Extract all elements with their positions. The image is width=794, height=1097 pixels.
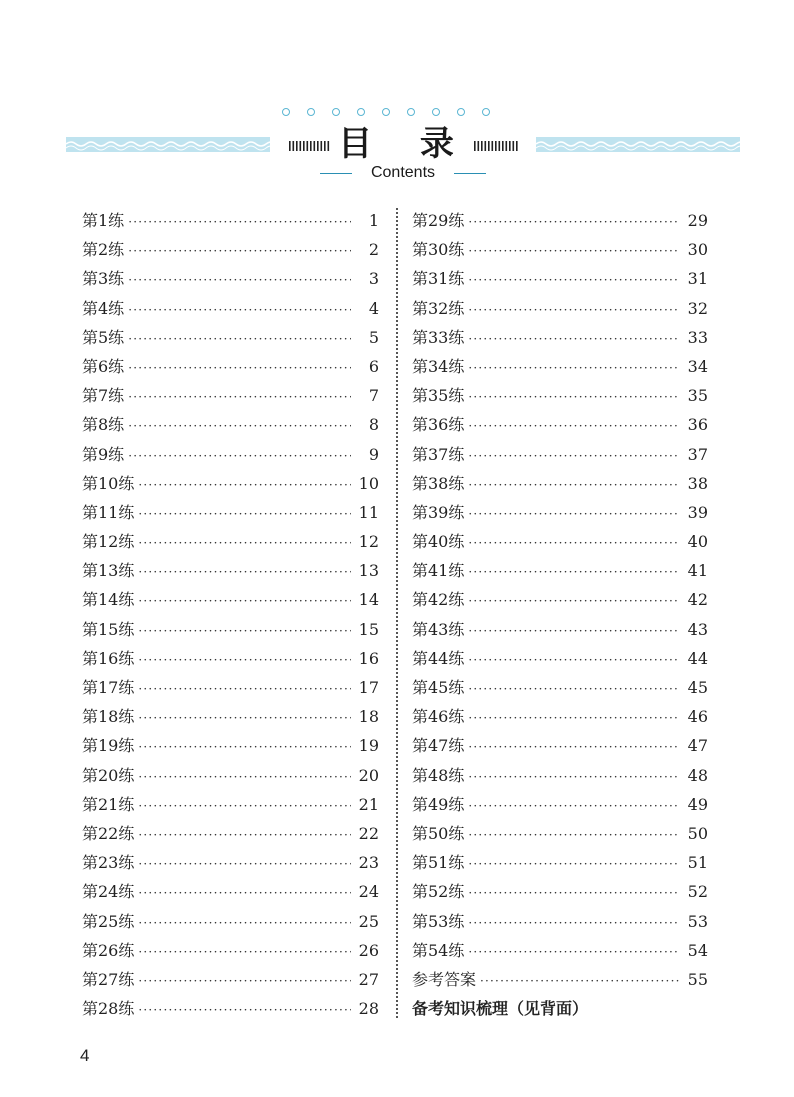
toc-entry-label: 第22练 xyxy=(82,823,135,843)
toc-entry-label: 第13练 xyxy=(82,561,135,581)
toc-entry[interactable] xyxy=(412,673,708,702)
toc-entry-label: 第15练 xyxy=(82,619,135,639)
toc-entry[interactable] xyxy=(412,994,708,1023)
toc-entry-page: 21 xyxy=(358,794,379,814)
circle-icon xyxy=(357,108,365,116)
wave-band-right xyxy=(536,137,740,152)
dot-leader xyxy=(128,208,351,237)
toc-entry-page: 36 xyxy=(687,415,708,435)
dot-leader xyxy=(468,354,680,383)
dot-leader xyxy=(138,587,351,616)
toc-entry-label: 第50练 xyxy=(412,823,465,843)
toc-entry-label: 第19练 xyxy=(82,736,135,756)
toc-entry-label: 第24练 xyxy=(82,882,135,902)
toc-entry-label: 备考知识梳理（见背面） xyxy=(412,999,589,1019)
toc-entry-label: 第11练 xyxy=(82,502,135,522)
dot-leader xyxy=(128,442,351,471)
dot-leader xyxy=(138,529,351,558)
toc-column-right xyxy=(412,206,708,1023)
toc-entry-page: 52 xyxy=(687,882,708,902)
toc-entry-label: 第26练 xyxy=(82,940,135,960)
toc-entry[interactable] xyxy=(82,615,379,644)
toc-entry-label: 第9练 xyxy=(82,444,125,464)
dot-leader xyxy=(468,471,680,500)
toc-entry-label: 第48练 xyxy=(412,765,465,785)
circle-icon xyxy=(282,108,290,116)
toc-entry-label: 第31练 xyxy=(412,269,465,289)
dot-leader xyxy=(138,733,351,762)
toc-entry-page: 6 xyxy=(368,356,379,376)
decorative-dots xyxy=(282,108,490,116)
dot-leader xyxy=(468,704,680,733)
toc-entry-page: 39 xyxy=(687,502,708,522)
toc-entry-label: 第7练 xyxy=(82,386,125,406)
toc-entry-label: 第47练 xyxy=(412,736,465,756)
toc-entry[interactable] xyxy=(412,790,708,819)
toc-entry-label: 第23练 xyxy=(82,853,135,873)
toc-entry-page: 3 xyxy=(368,269,379,289)
toc-entry-label: 第4练 xyxy=(82,298,125,318)
toc-entry-page: 46 xyxy=(687,707,708,727)
toc-entry[interactable] xyxy=(82,235,379,264)
toc-entry-page: 8 xyxy=(368,415,379,435)
toc-entry[interactable] xyxy=(412,702,708,731)
dot-leader xyxy=(468,208,680,237)
toc-entry-page: 23 xyxy=(358,853,379,873)
toc-entry[interactable] xyxy=(412,440,708,469)
toc-entry-label: 第38练 xyxy=(412,473,465,493)
toc-entry-label: 第44练 xyxy=(412,648,465,668)
toc-entry[interactable] xyxy=(412,936,708,965)
toc-entry[interactable] xyxy=(82,264,379,293)
dot-leader xyxy=(138,763,351,792)
toc-entry[interactable] xyxy=(412,498,708,527)
toc-entry[interactable] xyxy=(82,527,379,556)
toc-entry[interactable] xyxy=(82,498,379,527)
dot-leader xyxy=(138,792,351,821)
toc-entry[interactable] xyxy=(412,644,708,673)
toc-entry-page: 18 xyxy=(358,707,379,727)
toc-entry-page: 20 xyxy=(358,765,379,785)
toc-entry-label: 第45练 xyxy=(412,678,465,697)
toc-entry-page: 1 xyxy=(368,211,379,230)
toc-entry-label: 第35练 xyxy=(412,386,465,406)
toc-entry-page: 49 xyxy=(687,794,708,814)
dot-leader xyxy=(468,558,680,587)
dot-leader xyxy=(128,296,351,325)
toc-entry-label: 第39练 xyxy=(412,502,465,522)
toc-entry-page: 55 xyxy=(687,969,708,989)
dot-leader xyxy=(128,325,351,354)
toc-entry-label: 第28练 xyxy=(82,999,135,1019)
toc-entry-page: 27 xyxy=(358,969,379,989)
toc-entry-label: 第12练 xyxy=(82,532,135,552)
dot-leader xyxy=(138,558,351,587)
toc-entry-page: 54 xyxy=(687,940,708,960)
dot-leader xyxy=(468,763,680,792)
dot-leader xyxy=(468,325,680,354)
toc-entry-label: 第16练 xyxy=(82,648,135,668)
toc-entry-label: 第37练 xyxy=(412,444,465,464)
dot-leader xyxy=(468,266,680,295)
toc-entry[interactable] xyxy=(82,294,379,323)
dot-leader xyxy=(468,675,680,704)
toc-entry-page: 15 xyxy=(358,619,379,639)
page-title: 目 录 xyxy=(338,124,472,164)
toc-entry[interactable] xyxy=(412,235,708,264)
toc-entry[interactable] xyxy=(412,323,708,352)
toc-entry[interactable] xyxy=(412,761,708,790)
toc-entry-page: 11 xyxy=(358,502,379,522)
dot-leader xyxy=(468,587,680,616)
dot-leader xyxy=(138,909,351,938)
toc-entry[interactable] xyxy=(82,323,379,352)
page-number: 4 xyxy=(80,1046,90,1065)
dot-leader xyxy=(468,412,680,441)
toc-entry-label: 第53练 xyxy=(412,911,465,931)
circle-icon xyxy=(432,108,440,116)
dot-leader xyxy=(128,383,351,412)
toc-entry-page: 45 xyxy=(687,678,708,697)
toc-entry[interactable] xyxy=(82,440,379,469)
toc-entry-page: 32 xyxy=(687,298,708,318)
toc-entry[interactable] xyxy=(412,615,708,644)
dot-leader xyxy=(138,879,351,908)
toc-entry-page: 37 xyxy=(687,444,708,464)
toc-entry[interactable] xyxy=(82,819,379,848)
toc-entry[interactable] xyxy=(412,352,708,381)
dot-leader xyxy=(138,500,351,529)
toc-entry[interactable] xyxy=(82,907,379,936)
toc-entry-label: 第36练 xyxy=(412,415,465,435)
wave-band-left xyxy=(66,137,270,152)
toc-entry-label: 第54练 xyxy=(412,940,465,960)
toc-entry-page: 30 xyxy=(687,240,708,260)
toc-entry-label: 第34练 xyxy=(412,356,465,376)
toc-entry[interactable] xyxy=(412,907,708,936)
toc-entry-page: 53 xyxy=(687,911,708,931)
dot-leader xyxy=(468,646,680,675)
dot-leader xyxy=(468,938,680,967)
column-divider xyxy=(396,208,398,1018)
toc-entry[interactable] xyxy=(412,848,708,877)
toc-entry[interactable] xyxy=(82,965,379,994)
dot-leader xyxy=(138,850,351,879)
toc-entry-page: 9 xyxy=(368,444,379,464)
toc-entry-label: 第20练 xyxy=(82,765,135,785)
dot-leader xyxy=(138,967,351,996)
dot-leader xyxy=(468,442,680,471)
circle-icon xyxy=(307,108,315,116)
dot-leader xyxy=(468,909,680,938)
dot-leader xyxy=(138,996,351,1025)
toc-entry[interactable] xyxy=(82,352,379,381)
dot-leader xyxy=(468,879,680,908)
toc-entry[interactable] xyxy=(412,206,708,235)
toc-entry-page: 25 xyxy=(358,911,379,931)
toc-entry-label: 第51练 xyxy=(412,853,465,873)
dot-leader xyxy=(468,237,680,266)
toc-entry-label: 第41练 xyxy=(412,561,465,581)
toc-entry[interactable] xyxy=(412,877,708,906)
toc-entry[interactable] xyxy=(82,206,379,235)
page-subtitle: Contents xyxy=(370,164,436,181)
dot-leader xyxy=(468,733,680,762)
dot-leader xyxy=(128,412,351,441)
toc-entry[interactable] xyxy=(82,702,379,731)
toc-column-left xyxy=(82,206,379,1023)
toc-entry-page: 17 xyxy=(358,678,379,697)
toc-entry[interactable] xyxy=(82,731,379,760)
divider xyxy=(320,173,352,174)
toc-entry-label: 第40练 xyxy=(412,532,465,552)
toc-entry-page: 47 xyxy=(687,736,708,756)
toc-entry-label: 第52练 xyxy=(412,882,465,902)
dot-leader xyxy=(138,938,351,967)
toc-entry-page: 5 xyxy=(368,327,379,347)
toc-entry[interactable] xyxy=(412,556,708,585)
toc-entry[interactable] xyxy=(412,264,708,293)
dot-leader xyxy=(138,617,351,646)
toc-entry-page: 50 xyxy=(687,823,708,843)
dot-leader xyxy=(128,354,351,383)
toc-entry-page: 31 xyxy=(687,269,708,289)
toc-entry-page: 19 xyxy=(358,736,379,756)
toc-entry-page: 41 xyxy=(687,561,708,581)
toc-entry-label: 第30练 xyxy=(412,240,465,260)
toc-entry[interactable] xyxy=(412,469,708,498)
dot-leader xyxy=(468,617,680,646)
toc-entry-page: 24 xyxy=(358,882,379,902)
toc-entry[interactable] xyxy=(82,790,379,819)
toc-entry-label: 第33练 xyxy=(412,327,465,347)
circle-icon xyxy=(457,108,465,116)
circle-icon xyxy=(382,108,390,116)
toc-entry-label: 参考答案 xyxy=(412,969,477,989)
dot-leader xyxy=(138,646,351,675)
toc-entry-page: 35 xyxy=(687,386,708,406)
toc-entry[interactable] xyxy=(82,644,379,673)
dot-leader xyxy=(138,704,351,733)
toc-entry-label: 第3练 xyxy=(82,269,125,289)
toc-entry-page: 13 xyxy=(358,561,379,581)
toc-entry-page: 29 xyxy=(687,211,708,230)
toc-entry-label: 第8练 xyxy=(82,415,125,435)
circle-icon xyxy=(482,108,490,116)
divider xyxy=(454,173,486,174)
toc-entry-page: 33 xyxy=(687,327,708,347)
toc-entry-label: 第43练 xyxy=(412,619,465,639)
toc-entry-page: 38 xyxy=(687,473,708,493)
toc-entry[interactable] xyxy=(82,381,379,410)
toc-entry[interactable] xyxy=(82,848,379,877)
toc-entry[interactable] xyxy=(82,673,379,702)
dot-leader xyxy=(468,500,680,529)
dot-leader xyxy=(138,821,351,850)
toc-entry-page: 7 xyxy=(368,386,379,406)
toc-entry-label: 第49练 xyxy=(412,794,465,814)
toc-entry[interactable] xyxy=(82,410,379,439)
toc-entry[interactable] xyxy=(412,965,708,994)
toc-entry-label: 第1练 xyxy=(82,211,125,230)
toc-entry-label: 第25练 xyxy=(82,911,135,931)
dot-leader xyxy=(468,792,680,821)
toc-entry-label: 第2练 xyxy=(82,240,125,260)
dot-leader xyxy=(128,266,351,295)
toc-entry-page: 16 xyxy=(358,648,379,668)
toc-entry-label: 第46练 xyxy=(412,707,465,727)
dot-leader xyxy=(468,296,680,325)
subtitle-group xyxy=(320,163,486,185)
toc-entry-label: 第5练 xyxy=(82,327,125,347)
toc-entry-page: 48 xyxy=(687,765,708,785)
toc-entry[interactable] xyxy=(412,294,708,323)
toc-entry-page: 40 xyxy=(687,532,708,552)
toc-entry-page: 26 xyxy=(358,940,379,960)
circle-icon xyxy=(332,108,340,116)
dot-leader xyxy=(468,529,680,558)
toc-entry-label: 第6练 xyxy=(82,356,125,376)
dot-leader xyxy=(138,675,351,704)
dot-leader xyxy=(468,821,680,850)
toc-entry-page: 34 xyxy=(687,356,708,376)
toc-entry-label: 第29练 xyxy=(412,211,465,230)
toc-entry[interactable] xyxy=(82,469,379,498)
toc-entry-page: 12 xyxy=(358,532,379,552)
toc-entry-page: 44 xyxy=(687,648,708,668)
circle-icon xyxy=(407,108,415,116)
toc-entry-page: 43 xyxy=(687,619,708,639)
dot-leader xyxy=(468,850,680,879)
toc-entry[interactable] xyxy=(82,936,379,965)
dot-leader xyxy=(468,383,680,412)
toc-entry[interactable] xyxy=(82,585,379,614)
toc-entry-label: 第21练 xyxy=(82,794,135,814)
dot-leader xyxy=(138,471,351,500)
toc-entry-label: 第18练 xyxy=(82,707,135,727)
toc-entry-page: 28 xyxy=(358,999,379,1019)
toc-entry-label: 第32练 xyxy=(412,298,465,318)
dot-leader xyxy=(480,967,680,996)
toc-entry[interactable] xyxy=(412,731,708,760)
toc-entry-page: 42 xyxy=(687,590,708,610)
toc-entry[interactable] xyxy=(412,410,708,439)
toc-entry[interactable] xyxy=(82,556,379,585)
dot-leader xyxy=(128,237,351,266)
toc-entry[interactable] xyxy=(82,761,379,790)
toc-entry-label: 第14练 xyxy=(82,590,135,610)
toc-entry[interactable] xyxy=(412,381,708,410)
toc-entry-page: 51 xyxy=(687,853,708,873)
toc-entry[interactable] xyxy=(412,527,708,556)
toc-entry-page: 22 xyxy=(358,823,379,843)
toc-entry[interactable] xyxy=(82,994,379,1023)
toc-entry[interactable] xyxy=(82,877,379,906)
toc-entry-label: 第27练 xyxy=(82,969,135,989)
toc-entry-label: 第10练 xyxy=(82,473,135,493)
toc-entry-page: 2 xyxy=(368,240,379,260)
toc-entry-page: 14 xyxy=(358,590,379,610)
toc-entry-label: 第42练 xyxy=(412,590,465,610)
toc-entry-label: 第17练 xyxy=(82,678,135,697)
toc-entry-page: 10 xyxy=(358,473,379,493)
toc-entry[interactable] xyxy=(412,819,708,848)
toc-entry-page: 4 xyxy=(368,298,379,318)
toc-entry[interactable] xyxy=(412,585,708,614)
